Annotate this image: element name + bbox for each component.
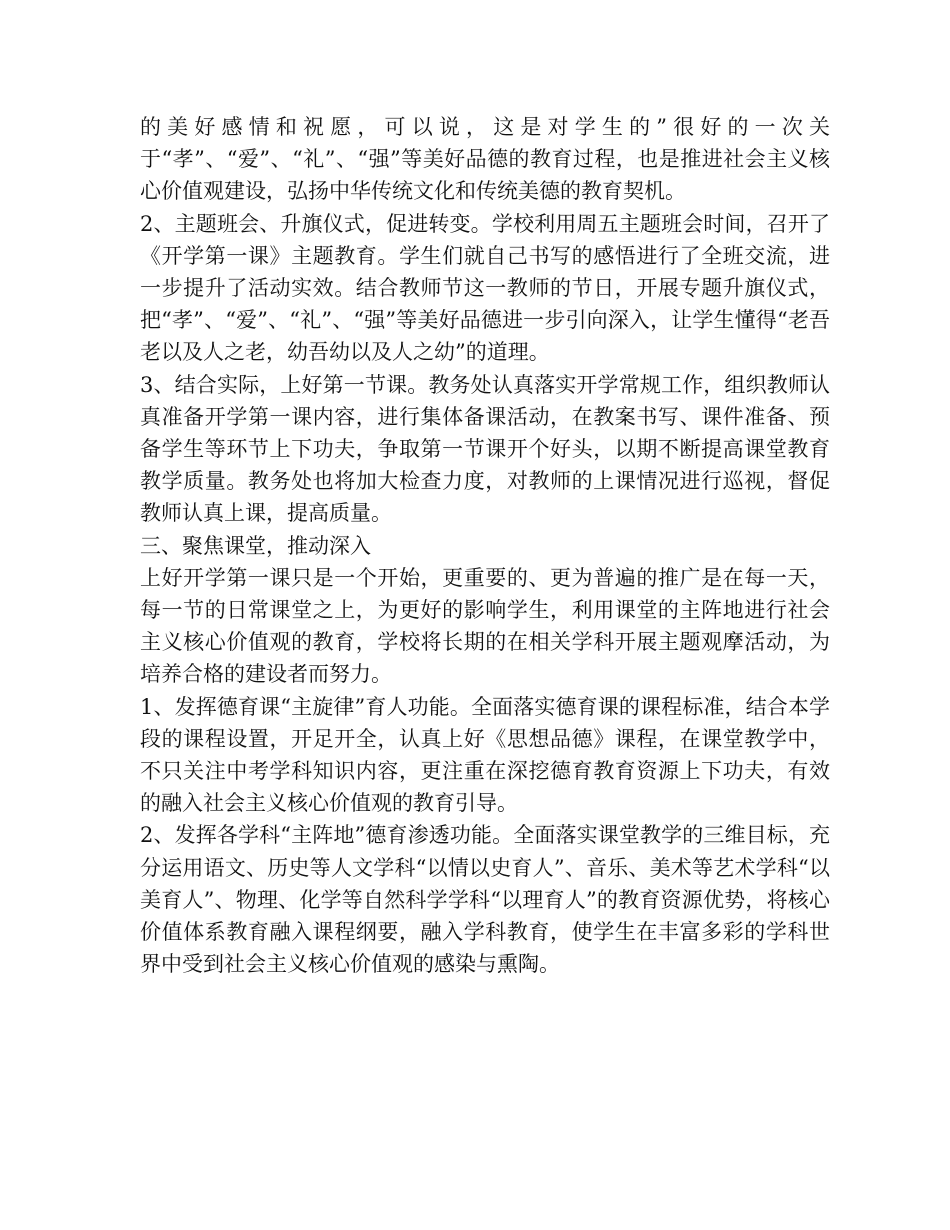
paragraph-item-2-class-meeting: 2、主题班会、升旗仪式，促进转变。学校利用周五主题班会时间，召开了《开学第一课》主题教育。学生们就自己书写的感悟进行了全班交流，进一步提升了活动实效。结合教师节这一教师的节日，开展专题升旗仪式，把“孝”、“爱”、“礼”、“强”等美好品德进一步引向深入，让学生懂得“老吾老以及人之老，幼吾幼以及人之幼”的道理。 bbox=[140, 211, 830, 365]
paragraph-item-3-first-lesson: 3、结合实际，上好第一节课。教务处认真落实开学常规工作，组织教师认真准备开学第一课内容，进行集体备课活动，在教案书写、课件准备、预备学生等环节上下功夫，争取第一节课开个好头，以期不断提高课堂教育教学质量。教务处也将加大检查力度，对教师的上课情况进行巡视，督促教师认真上课，提高质量。 bbox=[140, 372, 830, 526]
paragraph-item-2-subjects: 2、发挥各学科“主阵地”德育渗透功能。全面落实课堂教学的三维目标，充分运用语文、历史等人文学科“以情以史育人”、音乐、美术等艺术学科“以美育人”、物理、化学等自然科学学科“以理育人”的教育资源优势，将核心价值体系教育融入课程纲要，融入学科教育，使学生在丰富多彩的学科世界中受到社会主义核心价值观的感染与熏陶。 bbox=[140, 823, 830, 977]
document-page bbox=[140, 111, 830, 980]
section-heading-3: 三、聚焦课堂，推动深入 bbox=[140, 533, 371, 558]
paragraph-continuation: 的美好感情和祝愿，可以说，这是对学生的”很好的一次关于“孝”、“爱”、“礼”、“强”等美好品德的教育过程，也是推进社会主义核心价值观建设，弘扬中华传统文化和传统美德的教育契机。 bbox=[140, 115, 830, 204]
paragraph-section-intro: 上好开学第一课只是一个开始，更重要的、更为普遍的推广是在每一天，每一节的日常课堂之上，为更好的影响学生，利用课堂的主阵地进行社会主义核心价值观的教育，学校将长期的在相关学科开展主题观摩活动，为培养合格的建设者而努力。 bbox=[140, 565, 830, 687]
paragraph-item-1-moral-course: 1、发挥德育课“主旋律”育人功能。全面落实德育课的课程标准，结合本学段的课程设置，开足开全，认真上好《思想品德》课程，在课堂教学中，不只关注中考学科知识内容，更注重在深挖德育教育资源上下功夫，有效的融入社会主义核心价值观的教育引导。 bbox=[140, 694, 830, 816]
